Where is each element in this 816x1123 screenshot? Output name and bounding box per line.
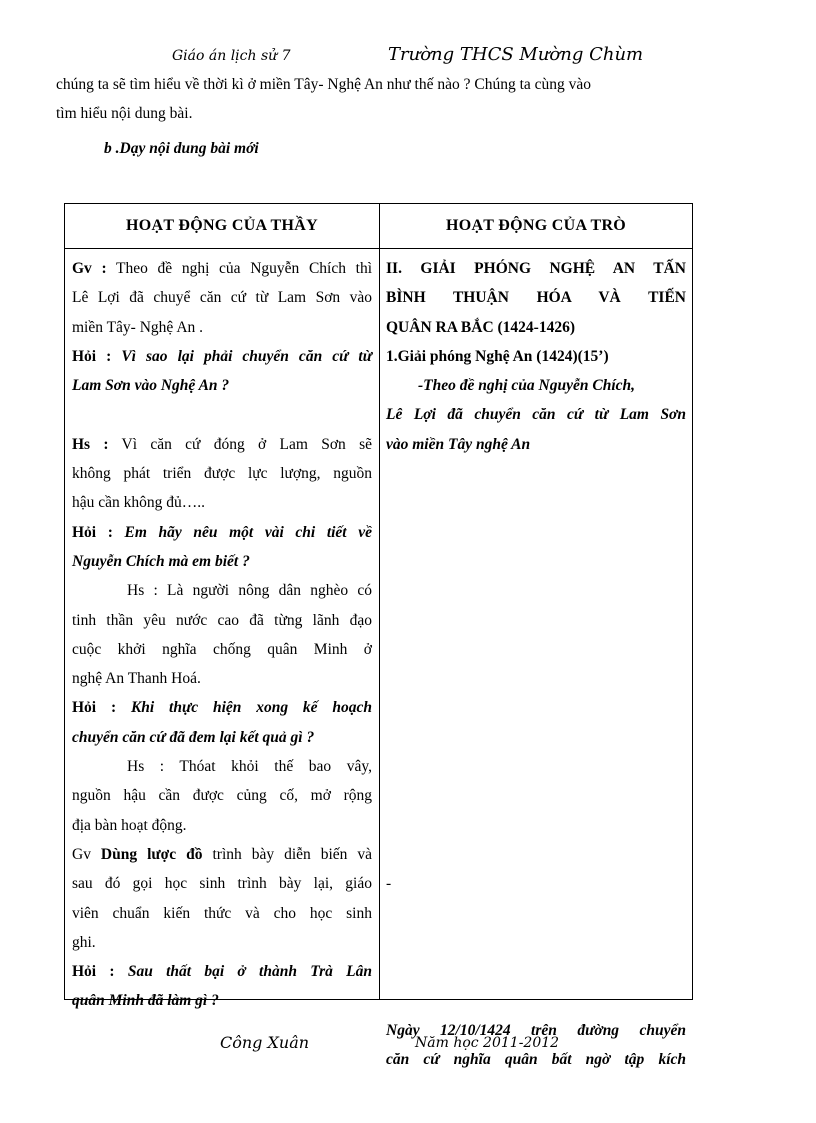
speaker-label: Hỏi : — [72, 963, 115, 981]
teacher-column — [72, 254, 372, 1016]
text: Vì căn cứ đóng ở Lam Sơn sẽ — [108, 435, 372, 453]
question-line: quân Minh đã làm gì ? — [72, 992, 219, 1010]
section-subheading: b .Dạy nội dung bài mới — [104, 140, 259, 157]
question-line: Lam Sơn vào Nghệ An ? — [72, 377, 230, 395]
question-line — [72, 518, 372, 547]
teacher-line: ghi. — [72, 933, 96, 951]
speaker-label: Hỏi : — [72, 699, 117, 717]
question-line — [72, 342, 372, 371]
footer-author: Công Xuân — [220, 1033, 310, 1052]
emphasis-text: Dùng lược đồ — [100, 845, 203, 863]
answer-line: cuộc khởi nghĩa chống quân Minh ở — [72, 640, 372, 658]
answer-line: nguồn hậu cần được củng cố, mở rộng — [72, 787, 372, 805]
speaker-label: Gv — [72, 845, 101, 863]
content-line: vào miền Tây nghệ An — [386, 435, 531, 453]
table-line: miền Tây- Nghệ An . — [72, 318, 204, 336]
speaker-label: Hỏi : — [72, 347, 112, 365]
content-line: Lê Lợi đã chuyển căn cứ từ Lam Sơn — [386, 406, 686, 424]
spacer — [72, 400, 372, 429]
teacher-column-header: HOẠT ĐỘNG CỦA THẦY — [126, 217, 318, 234]
header-school: Trường THCS Mường Chùm — [388, 44, 644, 65]
answer-line: tinh thần yêu nước cao đã từng lãnh đạo — [72, 611, 372, 629]
table-line — [72, 254, 372, 283]
answer-line — [72, 430, 372, 459]
footer-school-year: Năm học 2011-2012 — [415, 1035, 560, 1051]
question-text: Khi thực hiện xong kế hoạch — [116, 699, 372, 717]
student-column — [386, 254, 686, 1074]
section-title-line: BÌNH THUẬN HÓA VÀ TIẾN — [386, 289, 686, 307]
content-line: -Theo đề nghị của Nguyễn Chích, — [418, 377, 636, 395]
text: trình bày diễn biến và — [202, 845, 373, 863]
answer-line: Hs : Là người nông dân nghèo có — [127, 582, 372, 600]
answer-line: không phát triển được lực lượng, nguồn — [72, 465, 372, 483]
teacher-line: sau đó gọi học sinh trình bày lại, giáo — [72, 875, 372, 893]
table-line: Lê Lợi đã chuyể căn cứ từ Lam Sơn vào — [72, 289, 372, 307]
teacher-line: viên chuẩn kiến thức và cho học sinh — [72, 904, 372, 922]
question-text: Em hãy nêu một vài chi tiết về — [112, 523, 372, 541]
answer-line: nghệ An Thanh Hoá. — [72, 670, 201, 688]
question-text: Sau thất bại ở thành Trà Lân — [114, 963, 373, 981]
subsection-title: 1.Giải phóng Nghệ An (1424)(15’) — [386, 347, 609, 365]
dash-marker: - — [386, 875, 392, 893]
intro-line: tìm hiểu nội dung bài. — [56, 105, 193, 123]
header-subject: Giáo án lịch sử 7 — [172, 48, 291, 64]
question-text: Vì sao lại phải chuyển căn cứ từ — [111, 347, 372, 365]
section-title-line: QUÂN RA BẮC (1424-1426) — [386, 318, 576, 336]
question-line — [72, 957, 372, 986]
student-column-header: HOẠT ĐỘNG CỦA TRÒ — [445, 217, 627, 234]
header-divider — [65, 248, 692, 249]
answer-line: Hs : Thóat khỏi thế bao vây, — [127, 758, 372, 776]
answer-line: hậu cần không đủ….. — [72, 494, 206, 512]
teacher-line — [72, 840, 372, 869]
speaker-label: Hs : — [72, 435, 109, 453]
speaker-label: Hỏi : — [72, 523, 113, 541]
intro-line: chúng ta sẽ tìm hiểu về thời kì ở miền Tây- Nghệ An như thế nào ? Chúng ta cùng vào — [56, 76, 592, 93]
question-line: chuyển căn cứ đã đem lại kết quả gì ? — [72, 728, 315, 746]
column-divider — [379, 204, 380, 999]
intro-paragraph — [56, 72, 716, 131]
text: Theo đề nghị của Nguyễn Chích thì — [106, 260, 372, 277]
section-title-line: II. GIẢI PHÓNG NGHỆ AN TẤN — [386, 260, 686, 277]
speaker-label: Gv : — [72, 260, 107, 277]
answer-line: địa bàn hoạt động. — [72, 816, 187, 834]
content-line: Ngày 12/10/1424 trên đường chuyển — [386, 1021, 686, 1039]
content-line: căn cứ nghĩa quân bất ngờ tập kích — [386, 1051, 686, 1069]
question-line: Nguyễn Chích mà em biết ? — [72, 552, 250, 570]
question-line — [72, 693, 372, 722]
